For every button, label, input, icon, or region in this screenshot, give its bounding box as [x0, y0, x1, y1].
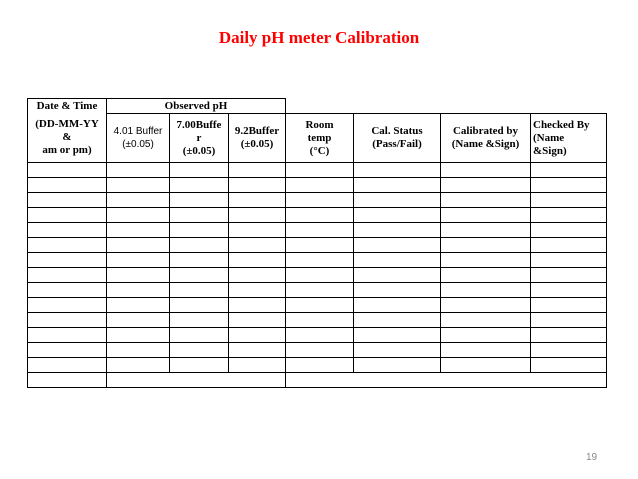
- table-cell[interactable]: [286, 223, 354, 238]
- table-cell[interactable]: [229, 193, 286, 208]
- table-cell[interactable]: [531, 358, 607, 373]
- header-checked-by: Checked By (Name &Sign): [531, 114, 607, 163]
- table-cell[interactable]: [286, 253, 354, 268]
- table-row: [28, 358, 607, 373]
- table-cell[interactable]: [107, 343, 170, 358]
- header-blank-top: [286, 99, 607, 114]
- table-cell[interactable]: [170, 208, 229, 223]
- table-cell[interactable]: [354, 223, 441, 238]
- table-cell[interactable]: [441, 238, 531, 253]
- table-cell[interactable]: [28, 223, 107, 238]
- table-cell[interactable]: [170, 253, 229, 268]
- table-cell[interactable]: [286, 283, 354, 298]
- table-cell[interactable]: [286, 193, 354, 208]
- table-cell[interactable]: [28, 358, 107, 373]
- table-cell[interactable]: [170, 163, 229, 178]
- table-cell[interactable]: [28, 238, 107, 253]
- table-cell[interactable]: [170, 313, 229, 328]
- table-cell[interactable]: [531, 268, 607, 283]
- table-cell[interactable]: [441, 268, 531, 283]
- table-row: [28, 193, 607, 208]
- table-cell[interactable]: [229, 328, 286, 343]
- table-cell[interactable]: [354, 178, 441, 193]
- header-calibrated-by: Calibrated by (Name &Sign): [441, 114, 531, 163]
- header-observed-ph-label: Observed pH: [164, 99, 228, 112]
- table-cell[interactable]: [107, 163, 170, 178]
- table-row: [28, 283, 607, 298]
- table-cell[interactable]: [28, 283, 107, 298]
- header-buffer-92: 9.2Buffer (±0.05): [229, 114, 286, 163]
- table-cell[interactable]: [170, 223, 229, 238]
- table-cell[interactable]: [28, 163, 107, 178]
- table-row: [28, 208, 607, 223]
- table-cell[interactable]: [531, 253, 607, 268]
- header-observed-ph: [107, 99, 286, 114]
- table-cell[interactable]: [441, 193, 531, 208]
- table-cell[interactable]: [354, 238, 441, 253]
- table-cell[interactable]: [229, 313, 286, 328]
- table-cell[interactable]: [286, 373, 607, 388]
- table-row: [28, 268, 607, 283]
- table-cell[interactable]: [170, 268, 229, 283]
- table-cell[interactable]: [441, 343, 531, 358]
- table-cell[interactable]: [28, 343, 107, 358]
- table-cell[interactable]: [28, 373, 107, 388]
- table-cell[interactable]: [229, 223, 286, 238]
- table-cell[interactable]: [107, 283, 170, 298]
- table-cell[interactable]: [229, 283, 286, 298]
- table-cell[interactable]: [354, 298, 441, 313]
- table-cell[interactable]: [286, 178, 354, 193]
- table-cell[interactable]: [28, 328, 107, 343]
- table-cell[interactable]: [286, 238, 354, 253]
- table-cell[interactable]: [286, 358, 354, 373]
- table-cell[interactable]: [354, 358, 441, 373]
- table-cell[interactable]: [531, 313, 607, 328]
- table-cell[interactable]: [107, 238, 170, 253]
- table-cell[interactable]: [354, 253, 441, 268]
- table-cell[interactable]: [354, 328, 441, 343]
- table-cell[interactable]: [170, 178, 229, 193]
- table-cell[interactable]: [28, 253, 107, 268]
- table-cell[interactable]: [354, 283, 441, 298]
- table-cell[interactable]: [531, 343, 607, 358]
- header-date-time-top: [28, 99, 107, 114]
- table-cell[interactable]: [107, 298, 170, 313]
- table-cell[interactable]: [170, 298, 229, 313]
- page-title: Daily pH meter Calibration: [218, 28, 420, 47]
- calibration-table: [27, 98, 607, 388]
- table-cell[interactable]: [229, 163, 286, 178]
- table-cell[interactable]: [107, 208, 170, 223]
- table-cell[interactable]: [531, 298, 607, 313]
- table-cell[interactable]: [107, 328, 170, 343]
- table-row: [28, 238, 607, 253]
- table-cell[interactable]: [28, 208, 107, 223]
- table-cell[interactable]: [286, 163, 354, 178]
- table-cell[interactable]: [229, 268, 286, 283]
- table-cell[interactable]: [229, 178, 286, 193]
- table-cell[interactable]: [441, 253, 531, 268]
- table-cell[interactable]: [229, 298, 286, 313]
- table-cell[interactable]: [531, 223, 607, 238]
- table-row: [28, 343, 607, 358]
- table-cell[interactable]: [107, 268, 170, 283]
- table-cell[interactable]: [531, 163, 607, 178]
- table-cell[interactable]: [531, 283, 607, 298]
- table-row: [28, 178, 607, 193]
- table-cell[interactable]: [441, 283, 531, 298]
- table-cell[interactable]: [28, 313, 107, 328]
- table-cell[interactable]: [354, 343, 441, 358]
- table-cell[interactable]: [28, 268, 107, 283]
- table-cell[interactable]: [107, 253, 170, 268]
- table-cell[interactable]: [229, 208, 286, 223]
- header-buffer-700: 7.00Buffe r (±0.05): [170, 114, 229, 163]
- table-cell[interactable]: [354, 193, 441, 208]
- table-cell[interactable]: [28, 178, 107, 193]
- page-number: 19: [586, 452, 598, 463]
- table-cell[interactable]: [531, 178, 607, 193]
- table-row: [28, 373, 607, 388]
- table-row: [28, 328, 607, 343]
- table-cell[interactable]: [229, 358, 286, 373]
- table-cell[interactable]: [531, 208, 607, 223]
- header-date-time-label: Date & Time: [36, 99, 98, 112]
- table-cell[interactable]: [441, 163, 531, 178]
- table-cell[interactable]: [354, 313, 441, 328]
- table-cell[interactable]: [286, 298, 354, 313]
- table-cell[interactable]: [107, 223, 170, 238]
- table-cell[interactable]: [28, 193, 107, 208]
- table-cell[interactable]: [170, 238, 229, 253]
- table-cell[interactable]: [229, 238, 286, 253]
- table-cell[interactable]: [286, 268, 354, 283]
- header-room-temp: Room temp (°C): [286, 114, 354, 163]
- table-cell[interactable]: [170, 358, 229, 373]
- table-cell[interactable]: [107, 373, 286, 388]
- table-cell[interactable]: [170, 283, 229, 298]
- header-date-time-detail: (DD-MM-YY & am or pm): [28, 114, 107, 163]
- table-cell[interactable]: [229, 253, 286, 268]
- table-cell[interactable]: [107, 313, 170, 328]
- table-cell[interactable]: [286, 208, 354, 223]
- header-buffer-401: 4.01 Buffer (±0.05): [107, 114, 170, 163]
- table-cell[interactable]: [354, 268, 441, 283]
- header-cal-status: Cal. Status (Pass/Fail): [354, 114, 441, 163]
- table-cell[interactable]: [354, 208, 441, 223]
- table-cell[interactable]: [170, 193, 229, 208]
- table-cell[interactable]: [286, 343, 354, 358]
- table-cell[interactable]: [170, 328, 229, 343]
- table-cell[interactable]: [229, 343, 286, 358]
- table-row: [28, 223, 607, 238]
- table-cell[interactable]: [28, 298, 107, 313]
- table-cell[interactable]: [107, 178, 170, 193]
- table-cell[interactable]: [531, 328, 607, 343]
- table-body: [28, 163, 607, 388]
- table-cell[interactable]: [531, 193, 607, 208]
- table-row: [28, 298, 607, 313]
- table-cell[interactable]: [107, 193, 170, 208]
- table-cell[interactable]: [441, 208, 531, 223]
- table-cell[interactable]: [441, 178, 531, 193]
- table-cell[interactable]: [531, 238, 607, 253]
- table-cell[interactable]: [441, 358, 531, 373]
- table-cell[interactable]: [170, 343, 229, 358]
- table-cell[interactable]: [441, 223, 531, 238]
- table-row: [28, 163, 607, 178]
- table-cell[interactable]: [286, 313, 354, 328]
- table-cell[interactable]: [441, 298, 531, 313]
- table-row: [28, 253, 607, 268]
- table-cell[interactable]: [441, 328, 531, 343]
- table-cell[interactable]: [441, 313, 531, 328]
- table-row: [28, 313, 607, 328]
- table-cell[interactable]: [286, 328, 354, 343]
- table-cell[interactable]: [354, 163, 441, 178]
- table-cell[interactable]: [107, 358, 170, 373]
